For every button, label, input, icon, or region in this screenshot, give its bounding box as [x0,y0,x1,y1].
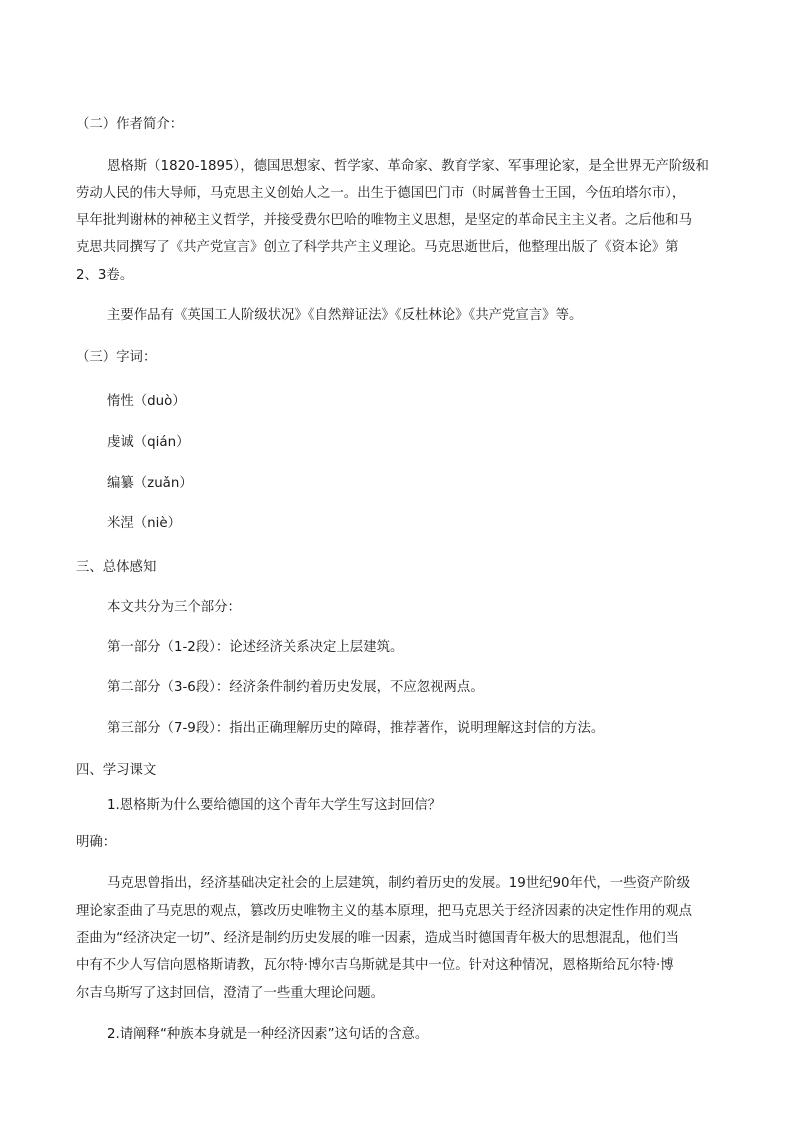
author-bio-line-4: 克思共同撰写了《共产党宣言》创立了科学共产主义理论。马克思逝世后，他整理出版了《资本论》第 [76,240,679,255]
overview-part-1: 第一部分（1-2段）：论述经济关系决定上层建筑。 [107,640,404,655]
vocabulary-heading: （三）字词： [76,350,157,365]
author-intro-heading: （二）作者简介： [76,117,184,132]
question-1: 1.恩格斯为什么要给德国的这个青年大学生写这封回信？ [107,798,442,813]
vocab-item: 惰性（duò） [107,394,186,409]
author-bio-line-1: 恩格斯（1820-1895），德国思想家、哲学家、革命家、教育学家、军事理论家，是全世界无产阶级和 [107,159,709,174]
answer-line-5: 尔吉乌斯写了这封回信，澄清了一些重大理论问题。 [76,986,384,1001]
vocab-item: 米涅（niè） [107,516,182,531]
author-bio-line-3: 早年批判谢林的神秘主义哲学，并接受费尔巴哈的唯物主义思想，是坚定的革命民主主义者。之后他和马 [76,213,692,228]
study-heading: 四、学习课文 [76,763,157,778]
author-works: 主要作品有《英国工人阶级状况》《自然辩证法》《反杜林论》《共产党宣言》等。 [107,308,583,323]
author-bio-line-5: 2、3卷。 [76,268,134,283]
vocab-item: 虔诚（qián） [107,435,190,450]
answer-line-2: 理论家歪曲了马克思的观点，篡改历史唯物主义的基本原理，把马克思关于经济因素的决定性作用的观点 [76,904,692,919]
overview-part-2: 第二部分（3-6段）：经济条件制约着历史发展，不应忽视两点。 [107,680,484,695]
author-bio-line-2: 劳动人民的伟大导师，马克思主义创始人之一。出生于德国巴门市（时属普鲁士王国，今伍珀塔尔市）， [76,186,686,201]
clarify-label: 明确： [76,835,117,850]
vocab-item: 编纂（zuǎn） [107,476,193,491]
answer-line-1: 马克思曾指出，经济基础决定社会的上层建筑，制约着历史的发展。19世纪90年代，一些资产阶级 [107,876,691,891]
answer-line-4: 中有不少人写信向恩格斯请教，瓦尔特·博尔吉乌斯就是其中一位。针对这种情况，恩格斯给瓦尔特·博 [76,958,674,973]
overview-heading: 三、总体感知 [76,560,157,575]
question-2: 2.请阐释“种族本身就是一种经济因素”这句话的含意。 [107,1027,429,1042]
answer-line-3: 歪曲为“经济决定一切”、经济是制约历史发展的唯一因素，造成当时德国青年极大的思想混乱，他们当 [76,931,680,946]
overview-part-3: 第三部分（7-9段）：指出正确理解历史的障碍，推荐著作，说明理解这封信的方法。 [107,721,605,736]
overview-intro: 本文共分为三个部分： [107,600,241,615]
